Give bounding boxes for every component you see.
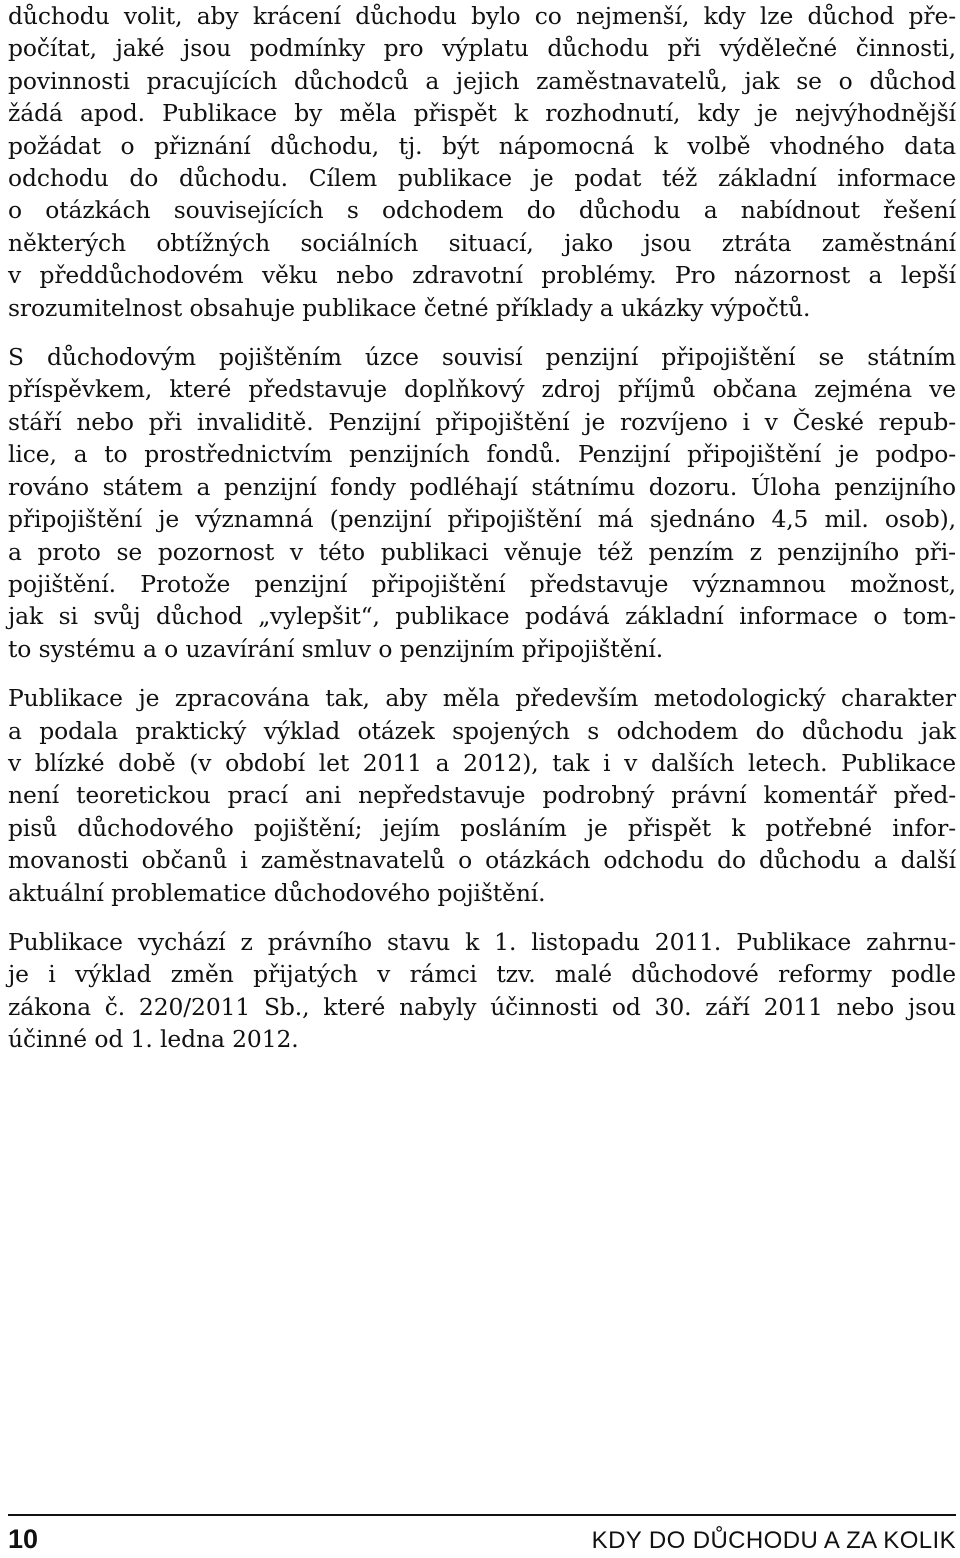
- text-line: důchodu volit, aby krácení důchodu bylo co nejmenší, kdy lze důchod pře-: [8, 2, 956, 30]
- text-line: srozumitelnost obsahuje publikace četné příklady a ukázky výpočtů.: [8, 293, 811, 322]
- text-line: a podala praktický výklad otázek spojených s odchodem do důchodu jak: [8, 716, 956, 745]
- text-line: S důchodovým pojištěním úzce souvisí penzijní připojištění se státním: [8, 343, 956, 372]
- text-line: příspěvkem, které představuje doplňkový zdroj příjmů občana zejména ve: [8, 375, 956, 404]
- text-line: účinné od 1. ledna 2012.: [8, 1025, 299, 1054]
- text-line: povinnosti pracujících důchodců a jejich zaměstnavatelů, jak se o důchod: [8, 66, 956, 95]
- paragraph-4: [8, 926, 956, 1056]
- running-title: KDY DO DŮCHODU A ZA KOLIK: [591, 1527, 956, 1554]
- paragraph-1: [8, 0, 956, 324]
- text-line: žádá apod. Publikace by měla přispět k rozhodnutí, kdy je nejvýhodnější: [8, 99, 956, 128]
- text-line: není teoretickou prací ani nepředstavuje podrobný právní komentář před-: [8, 781, 956, 810]
- text-line: jak si svůj důchod „vylepšit“, publikace podává základní informace o tom-: [8, 602, 956, 631]
- paragraph-2: [8, 341, 956, 665]
- text-line: v předdůchodovém věku nebo zdravotní problémy. Pro názornost a lepší: [8, 261, 956, 290]
- text-line: pisů důchodového pojištění; jejím posláním je přispět k potřebné infor-: [8, 813, 956, 842]
- text-line: odchodu do důchodu. Cílem publikace je podat též základní informace: [8, 164, 956, 193]
- text-line: připojištění je významná (penzijní připojištění má sjednáno 4,5 mil. osob),: [8, 505, 956, 534]
- text-line: rováno státem a penzijní fondy podléhají státnímu dozoru. Úloha penzijního: [8, 472, 956, 501]
- text-line: v blízké době (v období let 2011 a 2012), tak i v dalších letech. Publikace: [8, 748, 956, 777]
- text-line: a proto se pozornost v této publikaci věnuje též penzím z penzijního při-: [8, 537, 956, 566]
- text-line: zákona č. 220/2011 Sb., které nabyly účinnosti od 30. září 2011 nebo jsou: [8, 992, 956, 1021]
- text-line: je i výklad změn přijatých v rámci tzv. malé důchodové reformy podle: [8, 960, 956, 989]
- text-line: to systému a o uzavírání smluv o penzijním připojištění.: [8, 634, 664, 663]
- text-line: Publikace vychází z právního stavu k 1. listopadu 2011. Publikace zahrnu-: [8, 927, 956, 956]
- text-line: lice, a to prostřednictvím penzijních fondů. Penzijní připojištění je podpo-: [8, 440, 956, 469]
- paragraph-3: [8, 682, 956, 909]
- footer-divider: [8, 1514, 956, 1516]
- text-line: pojištění. Protože penzijní připojištění představuje významnou možnost,: [8, 569, 956, 598]
- text-line: stáří nebo při invaliditě. Penzijní připojištění je rozvíjeno i v České repub-: [8, 407, 956, 436]
- page-number: 10: [8, 1524, 39, 1554]
- text-line: počítat, jaké jsou podmínky pro výplatu důchodu při výdělečné činnosti,: [8, 34, 956, 63]
- text-line: movanosti občanů i zaměstnavatelů o otázkách odchodu do důchodu a další: [8, 846, 956, 875]
- text-line: aktuální problematice důchodového pojištění.: [8, 878, 546, 907]
- text-line: některých obtížných sociálních situací, jako jsou ztráta zaměstnání: [8, 228, 956, 257]
- text-line: o otázkách souvisejících s odchodem do důchodu a nabídnout řešení: [8, 196, 956, 225]
- page-body: [8, 0, 956, 1073]
- text-line: požádat o přiznání důchodu, tj. být nápomocná k volbě vhodného data: [8, 131, 956, 160]
- text-line: Publikace je zpracována tak, aby měla především metodologický charakter: [8, 684, 956, 713]
